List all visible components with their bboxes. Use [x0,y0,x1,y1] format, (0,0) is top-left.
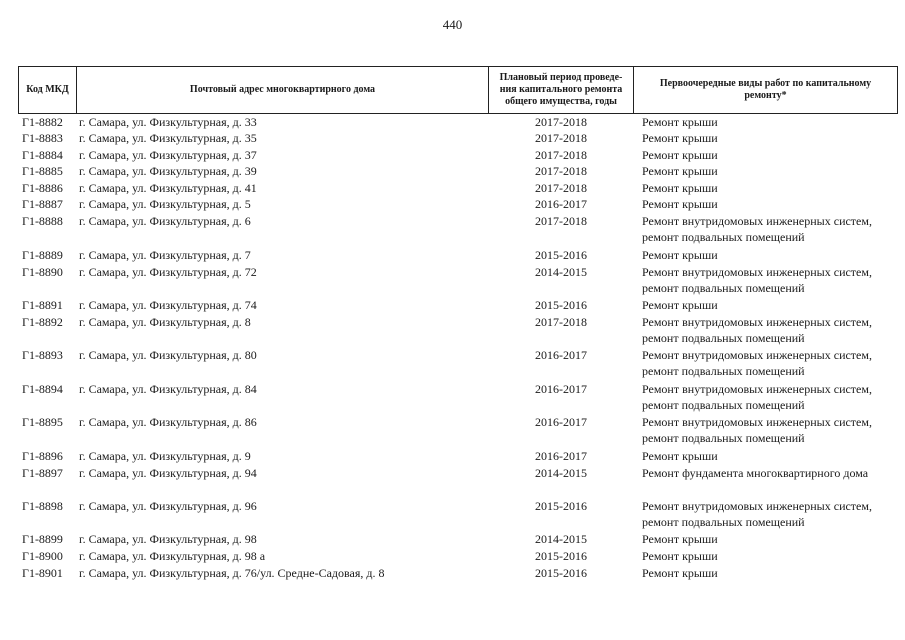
cell-address: г. Самара, ул. Физкультурная, д. 33 [79,115,257,129]
cell-address: г. Самара, ул. Физкультурная, д. 76/ул. Средне-Садовая, д. 8 [79,566,385,580]
work-line: Ремонт внутридомовых инженерных систем, [642,315,872,329]
work-line: Ремонт внутридомовых инженерных систем, [642,415,872,429]
work-line: ремонт подвальных помещений [642,281,805,295]
cell-address: г. Самара, ул. Физкультурная, д. 9 [79,449,251,463]
work-line: ремонт подвальных помещений [642,230,805,244]
cell-code: Г1-8882 [22,115,63,129]
cell-works [642,180,904,196]
cell-period: 2016-2017 [535,449,587,463]
cell-period: 2015-2016 [535,566,587,580]
cell-works [642,347,904,379]
cell-code: Г1-8891 [22,298,63,312]
cell-address: г. Самара, ул. Физкультурная, д. 7 [79,248,251,262]
cell-works [642,213,904,245]
cell-works [642,414,904,446]
work-line: Ремонт крыши [642,449,718,463]
cell-works [642,314,904,346]
cell-address: г. Самара, ул. Физкультурная, д. 6 [79,214,251,228]
cell-works [642,531,904,547]
work-line: Ремонт крыши [642,197,718,211]
cell-works [642,264,904,296]
page-number: 440 [442,17,463,32]
cell-period: 2017-2018 [535,315,587,329]
cell-address: г. Самара, ул. Физкультурная, д. 86 [79,415,257,429]
work-line: Ремонт крыши [642,181,718,195]
work-line: Ремонт крыши [642,566,718,580]
cell-period: 2017-2018 [535,131,587,145]
cell-works [642,381,904,413]
cell-code: Г1-8883 [22,131,63,145]
header-period: Плановый период проведе-ния капитального ремонта общего имущества, годы [488,67,634,113]
cell-works [642,448,904,464]
cell-period: 2016-2017 [535,197,587,211]
work-line: Ремонт крыши [642,164,718,178]
work-line: ремонт подвальных помещений [642,364,805,378]
header-code: Код МКД [18,67,77,113]
work-line: Ремонт крыши [642,549,718,563]
cell-works [642,163,904,179]
cell-period: 2017-2018 [535,115,587,129]
work-line: Ремонт крыши [642,115,718,129]
cell-works [642,130,904,146]
cell-code: Г1-8890 [22,265,63,279]
cell-address: г. Самара, ул. Физкультурная, д. 74 [79,298,257,312]
table-header [18,66,898,114]
cell-code: Г1-8895 [22,415,63,429]
work-line: ремонт подвальных помещений [642,398,805,412]
cell-address: г. Самара, ул. Физкультурная, д. 37 [79,148,257,162]
work-line: Ремонт крыши [642,298,718,312]
header-address: Почтовый адрес многоквартирного дома [189,84,376,95]
cell-code: Г1-8887 [22,197,63,211]
cell-address: г. Самара, ул. Физкультурная, д. 5 [79,197,251,211]
cell-address: г. Самара, ул. Физкультурная, д. 41 [79,181,257,195]
cell-address: г. Самара, ул. Физкультурная, д. 80 [79,348,257,362]
cell-code: Г1-8885 [22,164,63,178]
cell-code: Г1-8892 [22,315,63,329]
cell-period: 2014-2015 [535,532,587,546]
cell-address: г. Самара, ул. Физкультурная, д. 8 [79,315,251,329]
work-line: Ремонт крыши [642,148,718,162]
work-line: Ремонт внутридомовых инженерных систем, [642,214,872,228]
cell-address: г. Самара, ул. Физкультурная, д. 35 [79,131,257,145]
cell-address: г. Самара, ул. Физкультурная, д. 98 [79,532,257,546]
work-line: Ремонт внутридомовых инженерных систем, [642,348,872,362]
cell-code: Г1-8894 [22,382,63,396]
cell-period: 2017-2018 [535,214,587,228]
cell-period: 2015-2016 [535,248,587,262]
cell-code: Г1-8898 [22,499,63,513]
work-line: Ремонт крыши [642,131,718,145]
cell-period: 2017-2018 [535,148,587,162]
work-line: Ремонт крыши [642,532,718,546]
cell-code: Г1-8901 [22,566,63,580]
cell-period: 2017-2018 [535,164,587,178]
work-line: Ремонт фундамента многоквартирного дома [642,466,869,480]
work-line: Ремонт внутридомовых инженерных систем, [642,265,872,279]
header-works: Первоочередные виды работ по капитальному ремонту* [634,67,898,113]
work-line: Ремонт крыши [642,248,718,262]
work-line: ремонт подвальных помещений [642,515,805,529]
cell-code: Г1-8899 [22,532,63,546]
cell-address: г. Самара, ул. Физкультурная, д. 94 [79,466,257,480]
cell-works [642,465,904,481]
cell-works [642,114,904,130]
cell-code: Г1-8897 [22,466,63,480]
cell-works [642,498,904,530]
work-line: Ремонт внутридомовых инженерных систем, [642,382,872,396]
cell-address: г. Самара, ул. Физкультурная, д. 72 [79,265,257,279]
cell-code: Г1-8893 [22,348,63,362]
cell-code: Г1-8886 [22,181,63,195]
work-line: Ремонт внутридомовых инженерных систем, [642,499,872,513]
cell-code: Г1-8889 [22,248,63,262]
cell-works [642,147,904,163]
work-line: ремонт подвальных помещений [642,331,805,345]
cell-period: 2017-2018 [535,181,587,195]
cell-works [642,548,904,564]
cell-code: Г1-8884 [22,148,63,162]
cell-address: г. Самара, ул. Физкультурная, д. 98 а [79,549,266,563]
cell-period: 2014-2015 [535,466,587,480]
cell-period: 2016-2017 [535,382,587,396]
cell-address: г. Самара, ул. Физкультурная, д. 39 [79,164,257,178]
cell-period: 2016-2017 [535,348,587,362]
cell-code: Г1-8900 [22,549,63,563]
cell-period: 2015-2016 [535,549,587,563]
cell-address: г. Самара, ул. Физкультурная, д. 96 [79,499,257,513]
cell-works [642,297,904,313]
cell-period: 2014-2015 [535,265,587,279]
cell-code: Г1-8896 [22,449,63,463]
cell-period: 2015-2016 [535,298,587,312]
cell-works [642,196,904,212]
cell-period: 2015-2016 [535,499,587,513]
cell-works [642,565,904,581]
cell-code: Г1-8888 [22,214,63,228]
cell-works [642,247,904,263]
cell-period: 2016-2017 [535,415,587,429]
work-line: ремонт подвальных помещений [642,431,805,445]
cell-address: г. Самара, ул. Физкультурная, д. 84 [79,382,257,396]
